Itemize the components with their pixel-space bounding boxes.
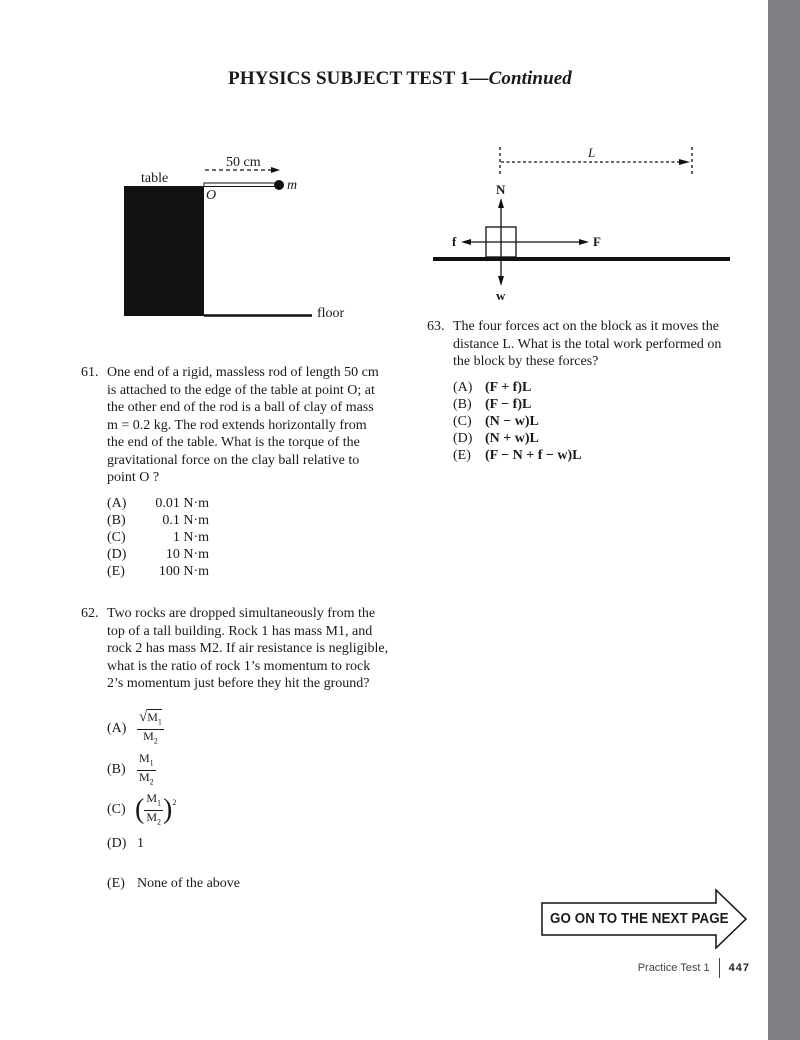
mass-label: m: [287, 178, 298, 193]
title-main: PHYSICS SUBJECT TEST 1: [228, 68, 470, 89]
stem-line: what is the ratio of rock 1’s momentum to rock: [107, 658, 371, 674]
option-value: 1 N·m: [172, 529, 209, 545]
option-value: (F + f)L: [485, 379, 532, 395]
option-value: 0.01 N·m: [155, 495, 209, 511]
pivot-label: O: [206, 188, 217, 203]
option-value: (N + w)L: [485, 430, 539, 446]
title-suffix: —Continued: [469, 68, 572, 89]
option-label: (A): [107, 495, 127, 511]
option-value: 0.1 N·m: [162, 512, 209, 528]
option-label: (D): [453, 430, 473, 446]
option-label: (C): [453, 413, 472, 429]
option-value: 1: [137, 836, 144, 852]
stem-line: gravitational force on the clay ball relative to: [107, 452, 360, 468]
option-label: (A): [453, 379, 473, 395]
stem-line: is attached to the edge of the table at point O; at: [107, 382, 375, 398]
weight-label: w: [496, 288, 506, 303]
stem-line: the block by these forces?: [453, 354, 599, 369]
stem-line: the other end of the rod is a ball of clay of mass: [107, 400, 374, 415]
option-label: (C): [107, 529, 126, 545]
option-label: (B): [453, 396, 472, 412]
table-label: table: [141, 171, 169, 186]
stem-line: Two rocks are dropped simultaneously from the: [107, 606, 376, 621]
option-value: None of the above: [137, 876, 241, 892]
fraction-sqrt: $\frac{√M_1}{M_2}$: [139, 709, 162, 745]
stem-line: One end of a rigid, massless rod of length 50 cm: [107, 365, 379, 380]
option-label: (A): [107, 721, 127, 737]
option-value: 10 N·m: [165, 546, 209, 562]
question-number: 61.: [81, 365, 99, 380]
floor-label: floor: [317, 306, 345, 321]
stem-line: top of a tall building. Rock 1 has mass M1, and: [107, 623, 373, 639]
option-value: (F − f)L: [485, 396, 532, 412]
option-label: (E): [453, 447, 471, 463]
normal-label: N: [496, 182, 506, 197]
friction-label: f: [452, 234, 457, 249]
footer-section: Practice Test 1: [637, 962, 710, 974]
next-page-label[interactable]: GO ON TO THE NEXT PAGE: [550, 911, 729, 927]
option-c[interactable]: (C) ( $\frac{M_1}{M_2}$ ) 2: [107, 791, 177, 826]
option-label: (B): [107, 762, 126, 778]
question-number: 63.: [427, 319, 445, 334]
fraction: $\frac{M_1}{M_2}$: [139, 751, 154, 786]
stem-line: 2’s momentum just before they hit the ground?: [107, 676, 370, 691]
page-number: 447: [728, 962, 750, 974]
option-value: 100 N·m: [158, 563, 209, 579]
force-label: F: [593, 234, 601, 249]
stem-line: The four forces act on the block as it moves the: [453, 319, 719, 334]
stem-line: distance L. What is the total work performed on: [453, 336, 722, 352]
distance-label: L: [588, 145, 596, 160]
option-label: (D): [107, 836, 127, 852]
stem-line: point O ?: [107, 470, 160, 485]
stem-line: m = 0.2 kg. The rod extends horizontally from: [107, 417, 367, 433]
option-label: (D): [107, 546, 127, 562]
option-value: (N − w)L: [485, 413, 539, 429]
fraction-squared: $\frac{M_1}{M_2}$: [146, 791, 161, 826]
stem-line: the end of the table. What is the torque of the: [107, 435, 360, 450]
option-label: (E): [107, 563, 125, 579]
option-label: (C): [107, 802, 126, 818]
footer-divider: [719, 958, 720, 978]
page-footer: [560, 958, 750, 978]
question-number: 62.: [81, 606, 99, 621]
stem-line: rock 2 has mass M2. If air resistance is negligible,: [107, 641, 389, 656]
option-value: (F − N + f − w)L: [485, 447, 582, 463]
option-label: (E): [107, 876, 125, 892]
option-label: (B): [107, 512, 126, 528]
length-label: 50 cm: [226, 155, 261, 170]
